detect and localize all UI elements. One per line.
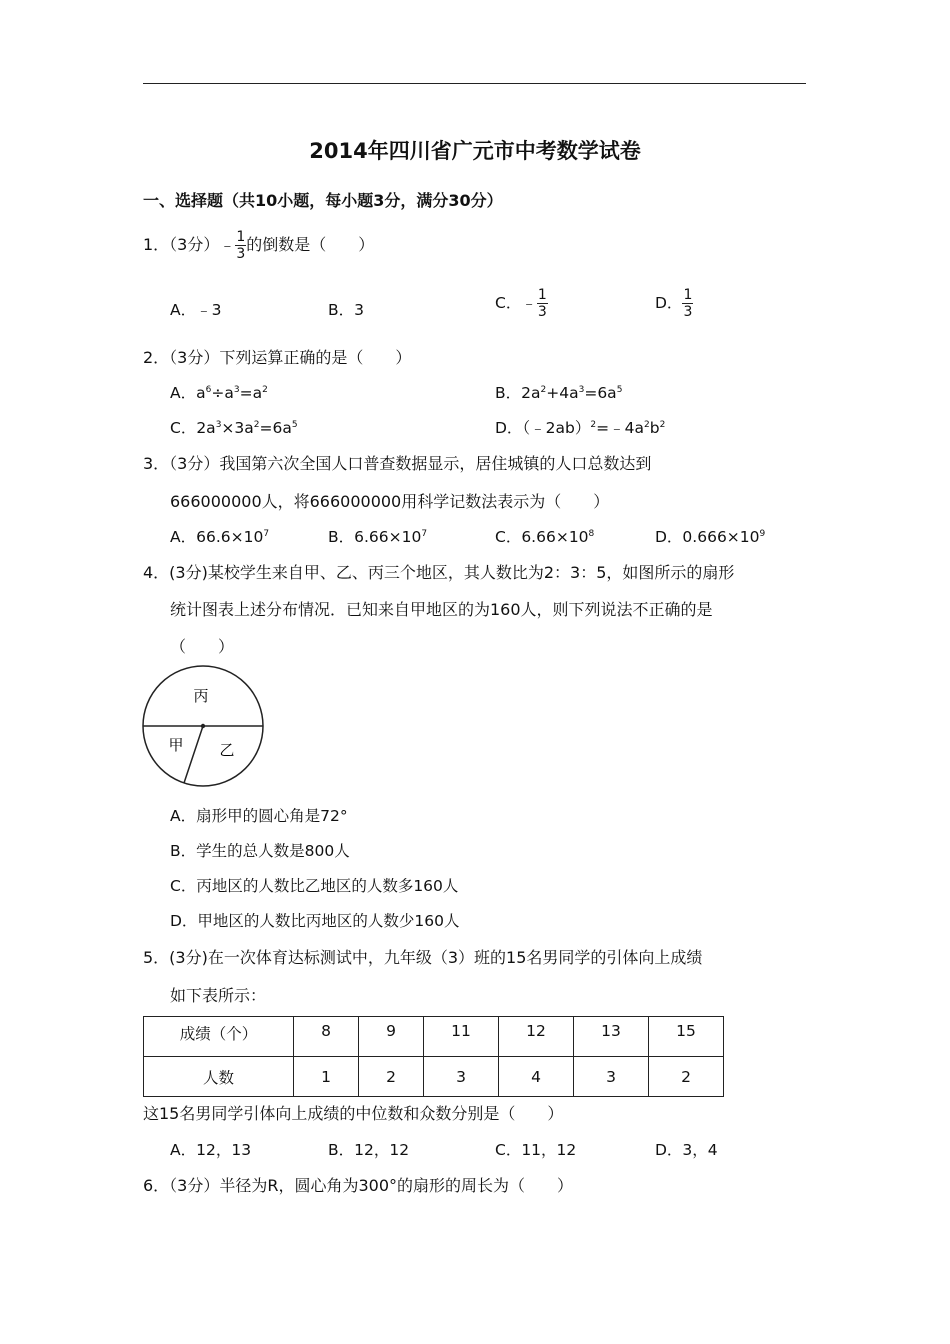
question-3-line1: 3．（3分）我国第六次全国人口普查数据显示，居住城镇的人口总数达到 <box>143 454 652 473</box>
question-2: 2．（3分）下列运算正确的是（ ） <box>143 348 412 367</box>
q5-option-d: D．3，4 <box>655 1141 718 1159</box>
q1-stem-post: 的倒数是（ ） <box>246 235 375 254</box>
q1-option-b: B．3 <box>328 301 364 319</box>
question-4-line2: 统计图表上述分布情况．已知来自甲地区的为160人，则下列说法不正确的是 <box>170 600 713 619</box>
table-cell: 2 <box>359 1057 424 1097</box>
table-cell: 12 <box>499 1017 574 1057</box>
page-title: 2014年四川省广元市中考数学试卷 <box>309 139 641 163</box>
pie-label-bing: 丙 <box>193 687 209 705</box>
pie-center-dot <box>201 724 205 728</box>
q1-option-d-fraction <box>682 288 693 319</box>
q1-option-a: A．﹣3 <box>170 301 222 319</box>
table-cell: 1 <box>294 1057 359 1097</box>
table-cell: 9 <box>359 1017 424 1057</box>
q4-option-d: D．甲地区的人数比丙地区的人数少160人 <box>170 912 460 930</box>
q1-frac-den: 3 <box>236 246 246 262</box>
table-row <box>144 1017 724 1057</box>
q3-option-c: C．$6.66\times 10^8$ <box>495 528 595 546</box>
q4-option-b: B．学生的总人数是800人 <box>170 842 350 860</box>
pie-divider-radius <box>184 726 203 783</box>
q1-d-frac-den: 3 <box>683 304 693 320</box>
question-5-line2: 如下表所示： <box>170 986 267 1005</box>
question-5-line1: 5．(3分)在一次体育达标测试中，九年级（3）班的15名男同学的引体向上成绩 <box>143 948 703 967</box>
q4-option-c: C．丙地区的人数比乙地区的人数多160人 <box>170 877 459 895</box>
question-1 <box>143 230 374 261</box>
q2-option-b: B．$2a^2+4a^3=6a^5$ <box>495 384 623 402</box>
table-row <box>144 1057 724 1097</box>
table-cell: 4 <box>499 1057 574 1097</box>
q3-option-a: A．$66.6\times 10^7$ <box>170 528 270 546</box>
question-3-line2: 666000000人，将666000000用科学记数法表示为（ ） <box>170 492 610 511</box>
q3-option-b: B．$6.66\times 10^7$ <box>328 528 428 546</box>
pie-label-yi: 乙 <box>219 741 235 759</box>
q2-option-c: C．$2a^3\times 3a^2=6a^5$ <box>170 419 298 437</box>
q4-option-a: A．扇形甲的圆心角是72° <box>170 807 348 825</box>
q5-option-b: B．12，12 <box>328 1141 410 1159</box>
question-4-line1: 4．(3分)某校学生来自甲、乙、丙三个地区，其人数比为2：3：5，如图所示的扇形 <box>143 563 735 582</box>
table-header-cell: 人数 <box>144 1057 294 1097</box>
header-rule <box>143 83 806 84</box>
q2-option-a: A．$a^6\div a^3=a^2$ <box>170 384 268 402</box>
q1-option-d-label: D． <box>655 294 683 312</box>
q1-stem-pre: 1．（3分）﹣ <box>143 235 236 254</box>
pie-label-jia: 甲 <box>168 736 184 754</box>
q1-d-frac-num: 1 <box>683 287 693 303</box>
scores-table <box>143 1016 724 1097</box>
table-cell: 3 <box>574 1057 649 1097</box>
q1-c-frac-num: 1 <box>537 287 547 303</box>
q5-option-a: A．12，13 <box>170 1141 252 1159</box>
question-5-after-table: 这15名男同学引体向上成绩的中位数和众数分别是（ ） <box>143 1104 564 1123</box>
table-cell: 2 <box>649 1057 724 1097</box>
q1-option-d <box>655 288 693 319</box>
q1-frac-num: 1 <box>236 229 246 245</box>
table-cell: 11 <box>424 1017 499 1057</box>
table-cell: 8 <box>294 1017 359 1057</box>
q1-fraction <box>235 230 246 261</box>
section-heading: 一、选择题（共10小题，每小题3分，满分30分） <box>143 191 503 210</box>
question-6: 6．（3分）半径为R，圆心角为300°的扇形的周长为（ ） <box>143 1176 574 1195</box>
q1-option-c-fraction <box>537 288 548 319</box>
pie-chart-figure <box>140 664 270 790</box>
q2-option-d: D．$(﹣2ab)^2=﹣4a^2b^2$ <box>495 419 666 437</box>
q3-option-d: D．$0.666\times 10^9$ <box>655 528 766 546</box>
table-cell: 15 <box>649 1017 724 1057</box>
question-4-line3: （ ） <box>170 637 235 656</box>
q1-option-c <box>495 288 548 319</box>
table-cell: 13 <box>574 1017 649 1057</box>
table-header-cell: 成绩（个） <box>144 1017 294 1057</box>
q1-c-frac-den: 3 <box>537 304 547 320</box>
table-cell: 3 <box>424 1057 499 1097</box>
q1-option-c-label: C．﹣ <box>495 294 537 312</box>
q5-option-c: C．11，12 <box>495 1141 577 1159</box>
